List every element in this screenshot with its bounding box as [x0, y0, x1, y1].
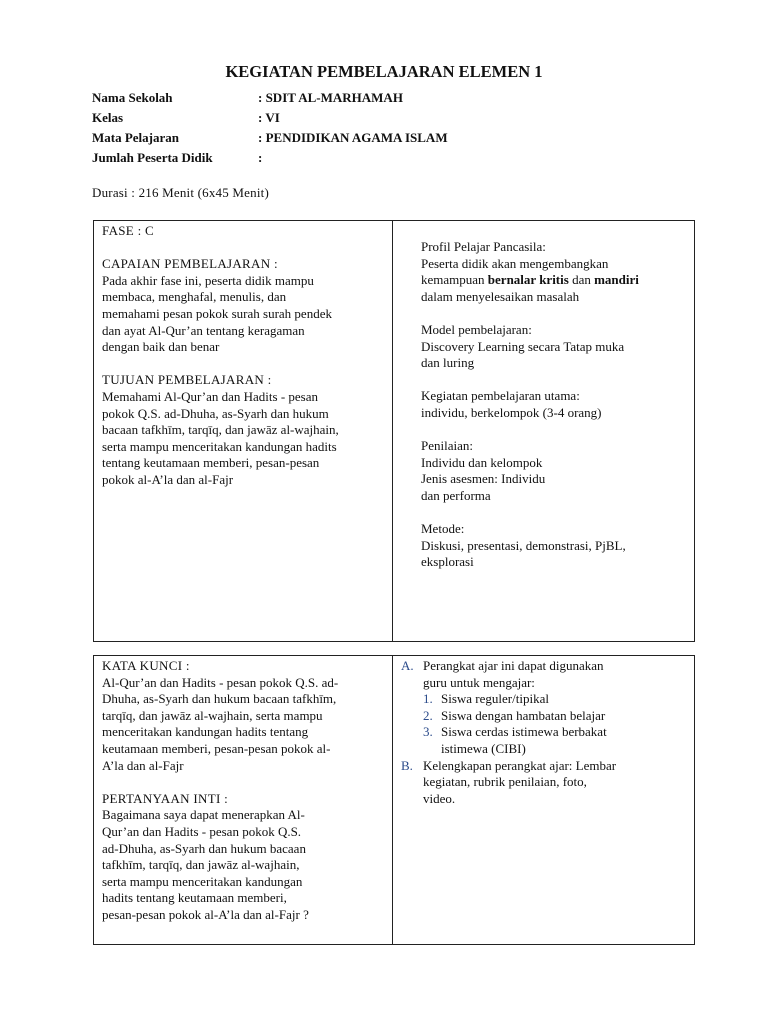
tujuan-heading: TUJUAN PEMBELAJARAN :: [102, 372, 272, 388]
list-marker: A.: [401, 658, 414, 673]
list-marker: 3.: [423, 724, 433, 740]
list-marker: 1.: [423, 691, 433, 707]
sub-list-line: Siswa reguler/tipikal: [441, 691, 549, 707]
list-item-a: [401, 658, 688, 758]
tujuan-line: pokok Q.S. ad-Dhuha, as-Syarh dan hukum: [102, 405, 329, 421]
document-title: KEGIATAN PEMBELAJARAN ELEMEN 1: [225, 62, 543, 81]
duration-text: Durasi : 216 Menit (6x45 Menit): [92, 185, 269, 200]
sub-list-item: [423, 691, 688, 708]
sub-list-item: [423, 708, 688, 725]
pertanyaan-line: Qur’an dan Hadits - pesan pokok Q.S.: [102, 823, 302, 839]
overview-right-cell: [393, 221, 694, 641]
profil-line: [421, 272, 686, 289]
info-value: :: [258, 150, 263, 165]
info-value: : VI: [258, 110, 280, 125]
metode-line: eksplorasi: [421, 554, 474, 570]
profil-text: kemampuan: [421, 272, 488, 288]
kata-kunci-line: Dhuha, as-Syarh dan hukum bacaan tafkhīm,: [102, 691, 337, 707]
sub-list-item: [423, 724, 688, 757]
capaian-line: Pada akhir fase ini, peserta didik mampu: [102, 272, 314, 288]
mandiri-text: mandiri: [594, 272, 639, 288]
pertanyaan-line: tafkhīm, tarqīq, dan jawāz al-wajhain,: [102, 857, 300, 873]
kegiatan-heading: Kegiatan pembelajaran utama:: [421, 388, 580, 404]
capaian-line: dengan baik dan benar: [102, 339, 220, 355]
fase-heading: FASE : C: [102, 223, 155, 238]
bernalar-kritis-text: bernalar kritis: [487, 272, 569, 288]
profil-text: dan: [568, 272, 595, 288]
list-item-line: guru untuk mengajar:: [423, 674, 535, 690]
list-item-line: kegiatan, rubrik penilaian, foto,: [423, 774, 587, 790]
sub-list-line: Siswa cerdas istimewa berbakat: [441, 724, 607, 740]
capaian-line: memahami pesan pokok surah surah pendek: [102, 305, 332, 321]
overview-left-cell: [94, 221, 393, 641]
learning-overview-table: [93, 220, 695, 642]
info-value: : PENDIDIKAN AGAMA ISLAM: [258, 130, 448, 145]
metode-heading: Metode:: [421, 521, 465, 537]
kata-kunci-line: A’la dan al-Fajr: [102, 757, 184, 773]
list-item-line: Kelengkapan perangkat ajar: Lembar: [423, 757, 617, 773]
penilaian-line: Jenis asesmen: Individu: [421, 471, 546, 487]
pertanyaan-line: pesan-pesan pokok al-A’la dan al-Fajr ?: [102, 906, 309, 922]
sub-list-line: istimewa (CIBI): [441, 740, 526, 756]
keywords-left-cell: [94, 656, 393, 944]
model-line: Discovery Learning secara Tatap muka: [421, 338, 625, 354]
info-value: : SDIT AL-MARHAMAH: [258, 90, 403, 105]
kata-kunci-line: Al-Qur’an dan Hadits - pesan pokok Q.S. ad-: [102, 674, 339, 690]
tujuan-line: bacaan tafkhīm, tarqīq, dan jawāz al-wajhain,: [102, 422, 339, 438]
list-item-b: [401, 758, 688, 808]
tujuan-line: pokok al-A’la dan al-Fajr: [102, 471, 234, 487]
tujuan-line: Memahami Al-Qur’an dan Hadits - pesan: [102, 388, 319, 404]
model-line: dan luring: [421, 355, 475, 371]
keywords-right-cell: [393, 656, 694, 944]
list-item-line: video.: [423, 790, 456, 806]
kata-kunci-line: keutamaan memberi, pesan-pesan pokok al-: [102, 740, 331, 756]
penilaian-heading: Penilaian:: [421, 438, 473, 454]
pertanyaan-heading: PERTANYAAN INTI :: [102, 790, 229, 806]
kegiatan-line: individu, berkelompok (3-4 orang): [421, 404, 602, 420]
profil-line: dalam menyelesaikan masalah: [421, 288, 580, 304]
list-marker: B.: [401, 757, 413, 773]
keywords-questions-table: [93, 655, 695, 945]
capaian-line: dan ayat Al-Qur’an tentang keragaman: [102, 322, 305, 338]
capaian-heading: CAPAIAN PEMBELAJARAN :: [102, 256, 278, 272]
kata-kunci-line: tarqīq, dan jawāz al-wajhain, serta mampu: [102, 707, 323, 723]
list-item-line: Perangkat ajar ini dapat digunakan: [423, 658, 604, 673]
info-label: Kelas: [92, 110, 124, 125]
model-heading: Model pembelajaran:: [421, 321, 532, 337]
metode-line: Diskusi, presentasi, demonstrasi, PjBL,: [421, 537, 626, 553]
profil-heading: Profil Pelajar Pancasila:: [421, 239, 546, 254]
kata-kunci-line: menceritakan kandungan hadits tentang: [102, 724, 309, 740]
pertanyaan-line: Bagaimana saya dapat menerapkan Al-: [102, 807, 305, 823]
tujuan-line: tentang keutamaan memberi, pesan-pesan: [102, 455, 320, 471]
capaian-line: membaca, menghafal, menulis, dan: [102, 289, 287, 305]
sub-list-line: Siswa dengan hambatan belajar: [441, 707, 606, 723]
profil-line: Peserta didik akan mengembangkan: [421, 255, 609, 271]
penilaian-line: dan performa: [421, 487, 491, 503]
pertanyaan-line: hadits tentang keutamaan memberi,: [102, 890, 287, 906]
info-label: Nama Sekolah: [92, 90, 173, 105]
pertanyaan-line: serta mampu menceritakan kandungan: [102, 873, 303, 889]
pertanyaan-line: ad-Dhuha, as-Syarh dan hukum bacaan: [102, 840, 306, 856]
info-label: Mata Pelajaran: [92, 130, 180, 145]
penilaian-line: Individu dan kelompok: [421, 454, 543, 470]
kata-kunci-heading: KATA KUNCI :: [102, 658, 190, 673]
tujuan-line: serta mampu menceritakan kandungan hadits: [102, 438, 337, 454]
info-label: Jumlah Peserta Didik: [92, 150, 213, 165]
list-marker: 2.: [423, 707, 433, 723]
